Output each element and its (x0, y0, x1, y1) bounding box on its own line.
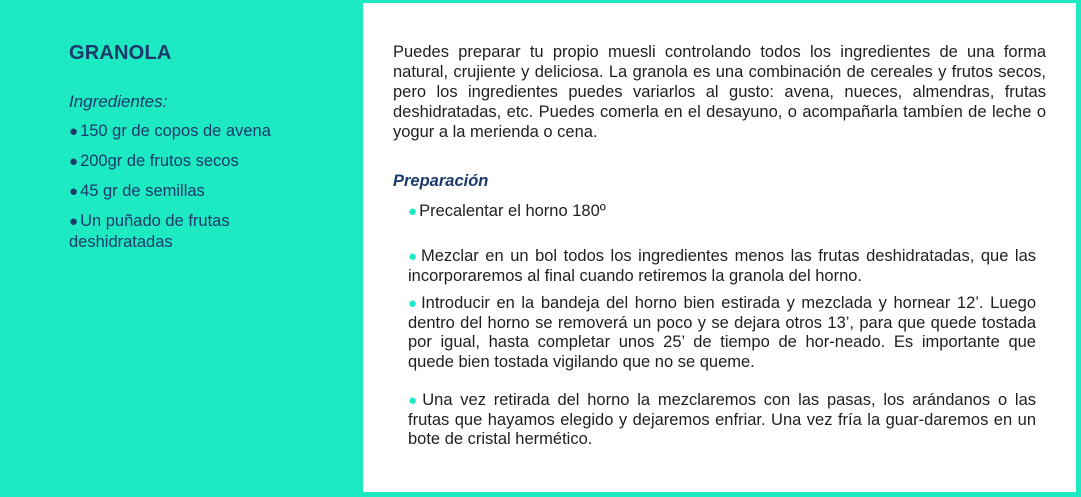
bullet-icon: ● (69, 183, 79, 200)
preparation-heading: Preparación (393, 172, 489, 190)
step-text: Una vez retirada del horno la mezclaremos con las pasas, los arándanos o las frutas que hayamos elegido y dejaremos enfriar. Una vez fría la guar-daremos en un bote de cristal hermético. (408, 391, 1036, 448)
step-text: Introducir en la bandeja del horno bien estirada y mezclada y hornear 12’. Luego dentro del horno se removerá un poco y se dejara otros 13’, para que quede tostada por igual, hasta completar unos 25’ de tiempo de hor-neado. Es importante que quede bien tostada vigilando que no se queme. (408, 294, 1037, 371)
bullet-icon: ● (69, 153, 79, 170)
ingredient-item (69, 151, 299, 172)
bullet-icon: ● (408, 203, 418, 220)
preparation-step (408, 294, 1036, 372)
ingredient-item (69, 121, 299, 142)
ingredient-item (69, 181, 299, 202)
bullet-icon: ● (69, 213, 79, 230)
ingredient-text: 200gr de frutos secos (80, 152, 239, 170)
preparation-step (408, 202, 1036, 222)
recipe-content-panel (363, 3, 1076, 492)
ingredient-text: Un puñado de frutas deshidratadas (69, 212, 230, 251)
intro-paragraph: Puedes preparar tu propio muesli controlando todos los ingredientes de una forma natural, crujiente y deliciosa. La granola es una combinación de cereales y frutos secos, pero los ingredientes puedes variarlos al gusto: avena, nueces, almendras, frutas deshidratadas, etc. Puedes comerla en el desayuno, o acompañarla tambíen de leche o yogur a la merienda o cena. (393, 43, 1046, 141)
step-text: Mezclar en un bol todos los ingredientes menos las frutas deshidratadas, que las incorporaremos al final cuando retiremos la granola del horno. (408, 247, 1037, 285)
ingredient-text: 45 gr de semillas (80, 182, 205, 200)
preparation-step (408, 391, 1036, 450)
ingredient-item (69, 211, 299, 252)
ingredient-text: 150 gr de copos de avena (80, 122, 271, 140)
bullet-icon: ● (408, 295, 420, 312)
bullet-icon: ● (408, 392, 421, 409)
bullet-icon: ● (69, 123, 79, 140)
preparation-step (408, 247, 1036, 286)
step-text: Precalentar el horno 180º (419, 202, 606, 220)
ingredients-list (69, 121, 299, 261)
bullet-icon: ● (408, 248, 420, 265)
ingredients-heading: Ingredientes: (69, 92, 168, 111)
recipe-title: GRANOLA (69, 42, 172, 64)
ingredients-sidebar (0, 0, 363, 497)
